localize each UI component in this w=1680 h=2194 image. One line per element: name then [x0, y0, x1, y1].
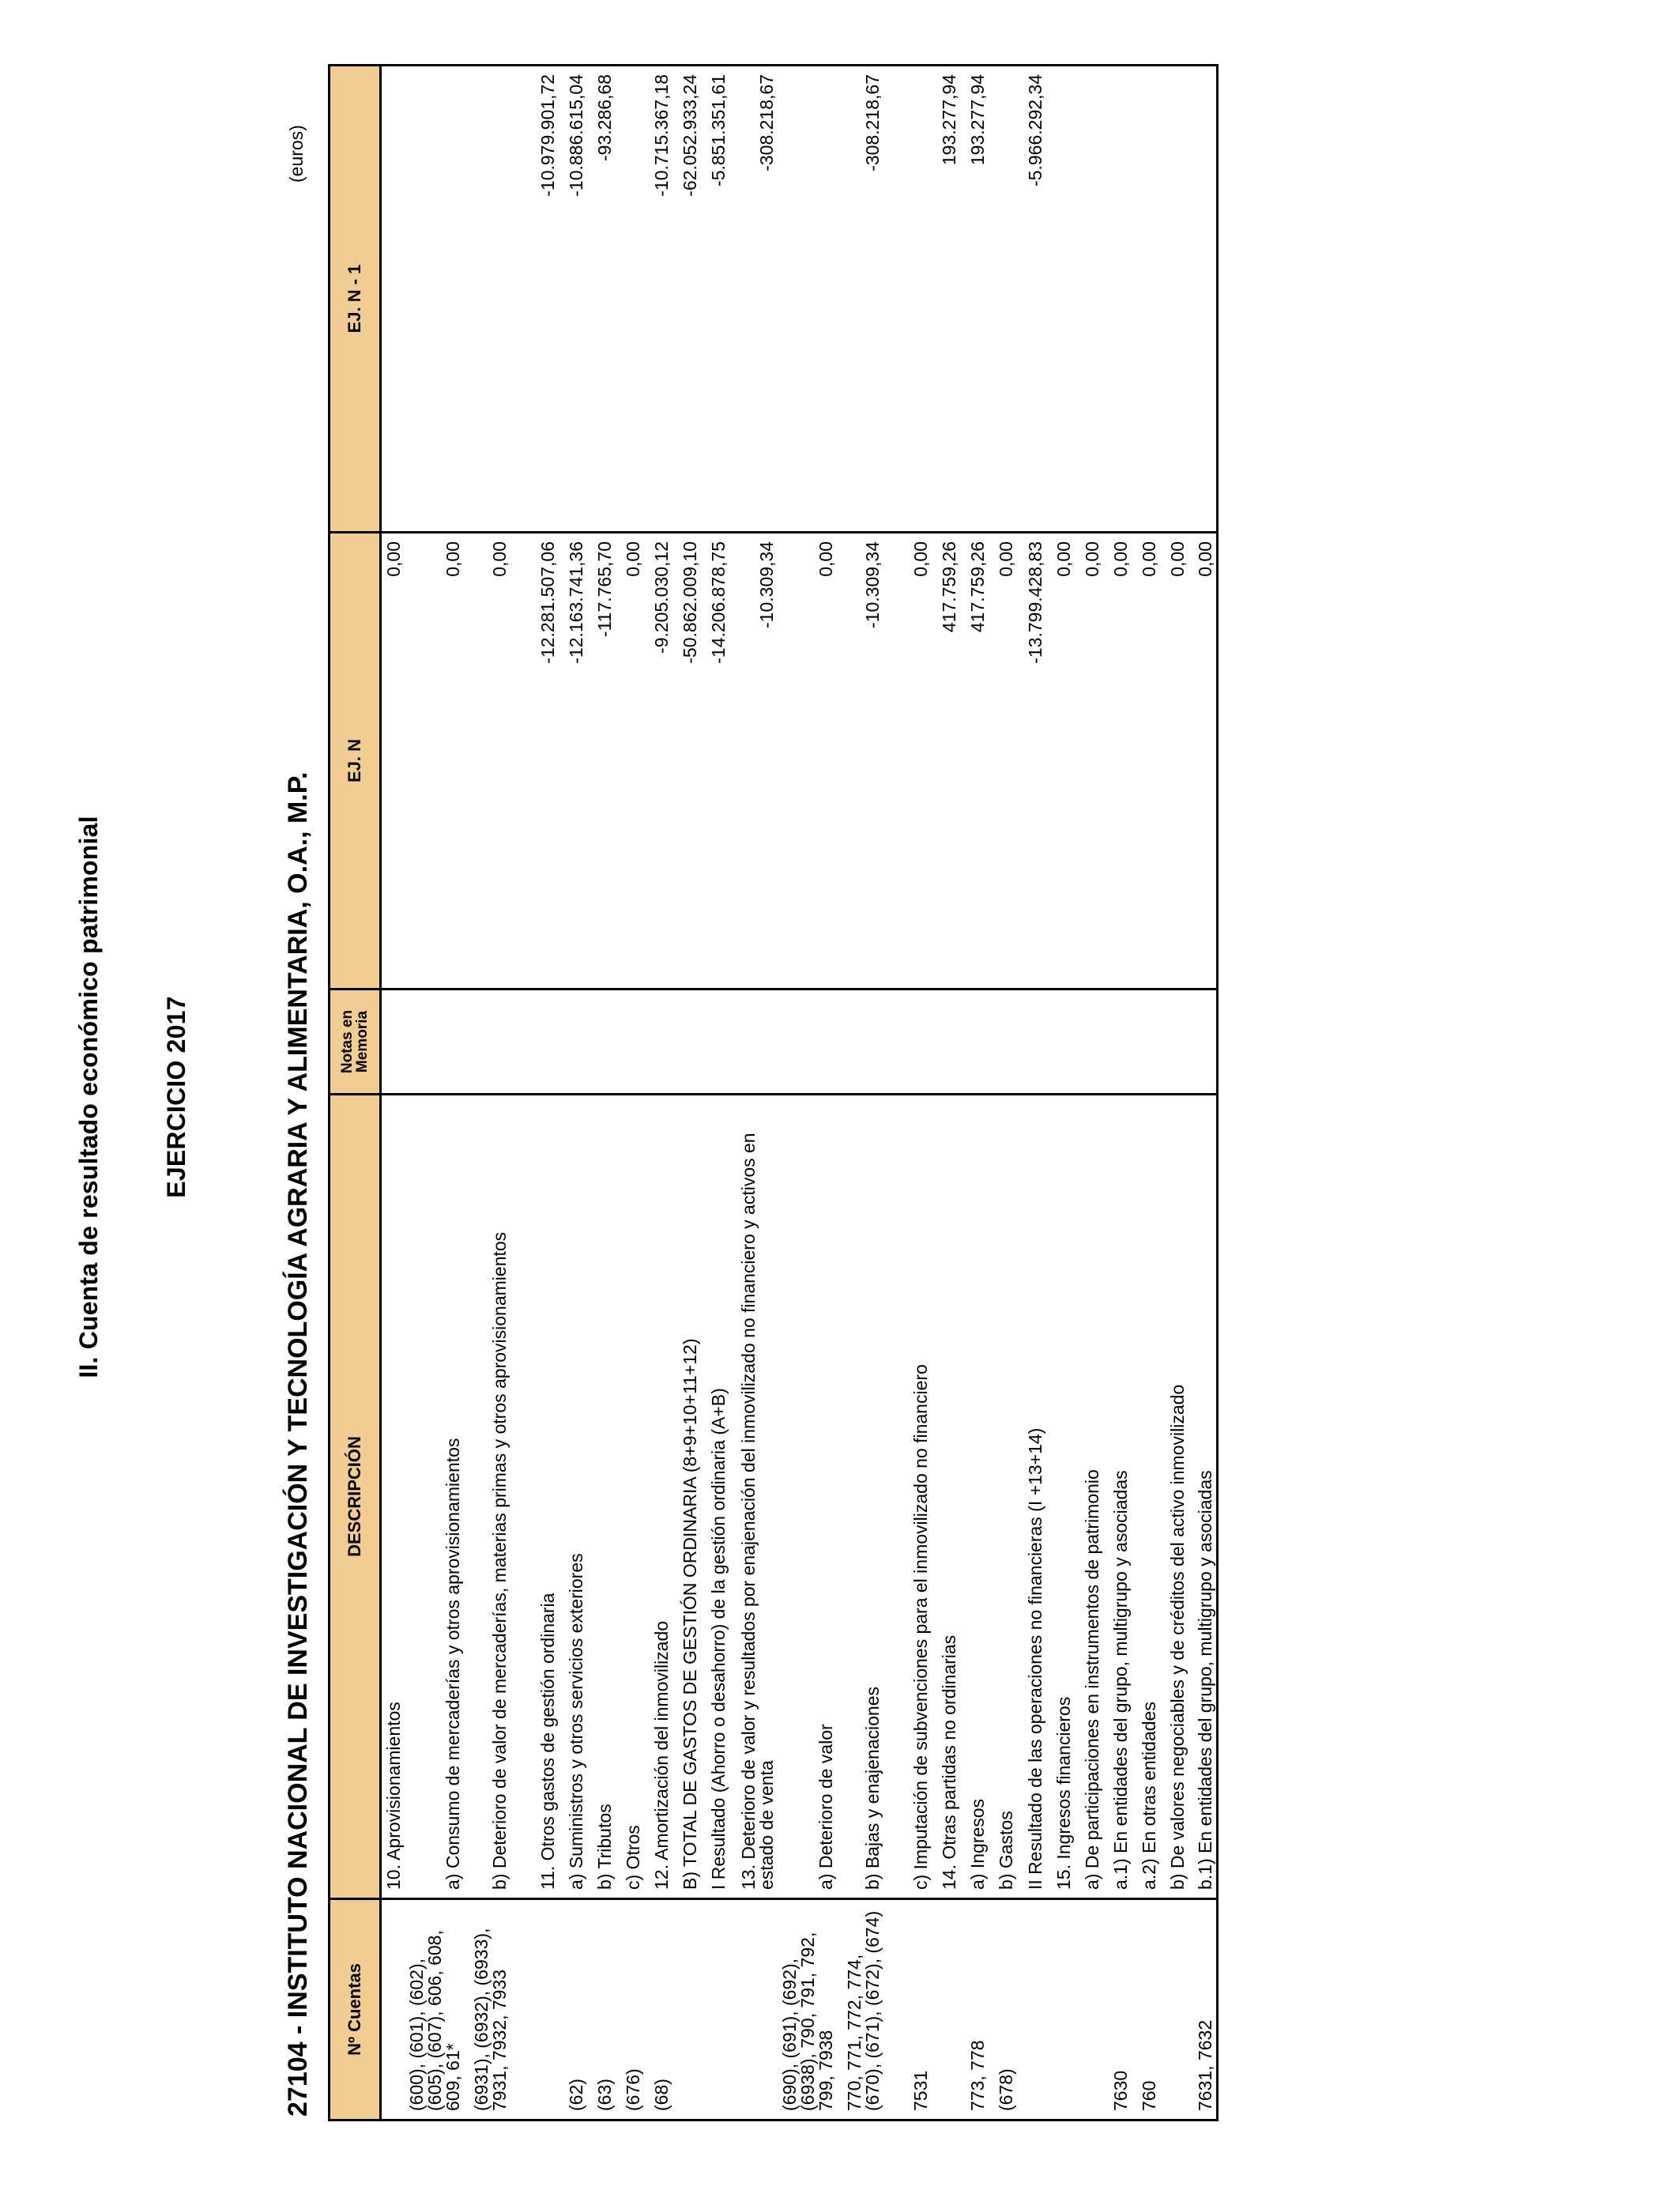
ej-n-1-cell	[989, 66, 1017, 533]
ej-n-cell: 417.759,26	[960, 533, 989, 990]
description-cell: 10. Aprovisionamientos	[381, 1095, 405, 1899]
table-row	[559, 66, 587, 2120]
cuentas-cell: (68)	[644, 1899, 672, 2120]
ej-n-1-cell	[1188, 66, 1217, 533]
ej-n-1-cell: -308.218,67	[729, 66, 778, 533]
ej-n-cell: 0,00	[989, 533, 1017, 990]
cuentas-cell: (690), (691), (692), (6938), 790, 791, 792, 799, 7938	[778, 1899, 837, 2120]
ej-n-1-cell	[883, 66, 932, 533]
description-cell: b) Bajas y enajenaciones	[837, 1095, 883, 1899]
cuentas-cell: 7630	[1103, 1899, 1132, 2120]
cuentas-cell	[510, 1899, 559, 2120]
header-notas-line2: Memoria	[354, 1010, 371, 1073]
ej-n-cell: 0,00	[1046, 533, 1075, 990]
notas-cell	[672, 990, 701, 1095]
table-row	[587, 66, 616, 2120]
notas-cell	[1103, 990, 1132, 1095]
header-notas	[330, 990, 381, 1095]
table-row	[464, 66, 510, 2120]
description-cell: II Resultado de las operaciones no financieras (I +13+14)	[1017, 1095, 1046, 1899]
table-row	[644, 66, 672, 2120]
ej-n-cell: 0,00	[1132, 533, 1160, 990]
cuentas-cell	[1017, 1899, 1046, 2120]
cuentas-cell	[1075, 1899, 1103, 2120]
notas-cell	[1132, 990, 1160, 1095]
table-row	[729, 66, 778, 2120]
notas-cell	[1160, 990, 1188, 1095]
description-cell: b) Tributos	[587, 1095, 616, 1899]
ej-n-1-cell	[464, 66, 510, 533]
ej-n-1-cell	[1103, 66, 1132, 533]
ej-n-cell: 0,00	[464, 533, 510, 990]
table-row	[1017, 66, 1046, 2120]
cuentas-cell	[1160, 1899, 1188, 2120]
table-header-row	[330, 66, 381, 2120]
notas-cell	[510, 990, 559, 1095]
table-row	[616, 66, 644, 2120]
results-table	[328, 64, 1219, 2121]
description-cell: c) Otros	[616, 1095, 644, 1899]
notas-cell	[1046, 990, 1075, 1095]
ej-n-cell: -14.206.878,75	[701, 533, 729, 990]
description-cell: a) Ingresos	[960, 1095, 989, 1899]
table-row	[1046, 66, 1075, 2120]
ej-n-cell: -10.309,34	[837, 533, 883, 990]
table-row	[701, 66, 729, 2120]
ej-n-cell: 0,00	[1160, 533, 1188, 990]
description-cell: a) Consumo de mercaderías y otros aprovisionamientos	[405, 1095, 464, 1899]
notas-cell	[559, 990, 587, 1095]
cuentas-cell	[932, 1899, 960, 2120]
description-cell: b.1) En entidades del grupo, multigrupo y asociadas	[1188, 1095, 1217, 1899]
fiscal-year: EJERCICIO 2017	[162, 996, 190, 1198]
cuentas-cell: 7531	[883, 1899, 932, 2120]
report-title: II. Cuenta de resultado económico patrimonial	[74, 816, 103, 1378]
ej-n-cell: 0,00	[883, 533, 932, 990]
cuentas-cell	[729, 1899, 778, 2120]
ej-n-1-cell	[1160, 66, 1188, 533]
ej-n-cell: -117.765,70	[587, 533, 616, 990]
ej-n-cell: -50.862.009,10	[672, 533, 701, 990]
table-row	[1132, 66, 1160, 2120]
ej-n-1-cell: 193.277,94	[960, 66, 989, 533]
ej-n-cell: 0,00	[405, 533, 464, 990]
header-cuentas: Nº Cuentas	[330, 1899, 381, 2120]
ej-n-cell: 0,00	[1188, 533, 1217, 990]
ej-n-cell: 0,00	[778, 533, 837, 990]
description-cell: a) Suministros y otros servicios exteriores	[559, 1095, 587, 1899]
ej-n-cell: -12.281.507,06	[510, 533, 559, 990]
ej-n-1-cell	[1075, 66, 1103, 533]
ej-n-1-cell: 193.277,94	[932, 66, 960, 533]
notas-cell	[960, 990, 989, 1095]
table-row	[1075, 66, 1103, 2120]
table-row	[381, 66, 405, 2120]
ej-n-cell: 417.759,26	[932, 533, 960, 990]
description-cell: 12. Amortización del inmovilizado	[644, 1095, 672, 1899]
ej-n-1-cell: -10.715.367,18	[644, 66, 672, 533]
cuentas-cell: (62)	[559, 1899, 587, 2120]
description-cell: c) Imputación de subvenciones para el inmovilizado no financiero	[883, 1095, 932, 1899]
table-row	[1103, 66, 1132, 2120]
header-notas-line1: Notas en	[339, 1009, 356, 1074]
notas-cell	[587, 990, 616, 1095]
notas-cell	[1188, 990, 1217, 1095]
notas-cell	[1017, 990, 1046, 1095]
cuentas-cell: 770, 771, 772, 774, (670), (671), (672), (674)	[837, 1899, 883, 2120]
table-row	[778, 66, 837, 2120]
notas-cell	[381, 990, 405, 1095]
ej-n-1-cell	[778, 66, 837, 533]
table-row	[837, 66, 883, 2120]
ej-n-1-cell: -10.979.901,72	[510, 66, 559, 533]
notas-cell	[883, 990, 932, 1095]
cuentas-cell: 7631, 7632	[1188, 1899, 1217, 2120]
ej-n-cell: -9.205.030,12	[644, 533, 672, 990]
notas-cell	[1075, 990, 1103, 1095]
ej-n-1-cell: -62.052.933,24	[672, 66, 701, 533]
cuentas-cell: (676)	[616, 1899, 644, 2120]
notas-cell	[405, 990, 464, 1095]
notas-cell	[989, 990, 1017, 1095]
header-ej-n-1: EJ. N - 1	[330, 66, 381, 533]
description-cell: 13. Deterioro de valor y resultados por enajenación del inmovilizado no financiero y activos en estado de venta	[729, 1095, 778, 1899]
description-cell: I Resultado (Ahorro o desahorro) de la gestión ordinaria (A+B)	[701, 1095, 729, 1899]
cuentas-cell	[701, 1899, 729, 2120]
units-label: (euros)	[286, 125, 307, 183]
description-cell: b) De valores negociables y de créditos del activo inmovilizado	[1160, 1095, 1188, 1899]
ej-n-1-cell	[381, 66, 405, 533]
cuentas-cell: (600), (601), (602), (605), (607), 606, 608, 609, 61*	[405, 1899, 464, 2120]
table-row	[405, 66, 464, 2120]
notas-cell	[932, 990, 960, 1095]
cuentas-cell: (678)	[989, 1899, 1017, 2120]
cuentas-cell: (6931), (6932), (6933), 7931, 7932, 7933	[464, 1899, 510, 2120]
ej-n-cell: 0,00	[616, 533, 644, 990]
description-cell: 15. Ingresos financieros	[1046, 1095, 1075, 1899]
ej-n-1-cell: -5.966.292,34	[1017, 66, 1046, 533]
ej-n-cell: 0,00	[381, 533, 405, 990]
ej-n-cell: -12.163.741,36	[559, 533, 587, 990]
ej-n-1-cell: -93.286,68	[587, 66, 616, 533]
header-ej-n: EJ. N	[330, 533, 381, 990]
table-row	[1160, 66, 1188, 2120]
cuentas-cell: 760	[1132, 1899, 1160, 2120]
table-body	[381, 66, 1218, 2120]
notas-cell	[464, 990, 510, 1095]
notas-cell	[644, 990, 672, 1095]
table-row	[932, 66, 960, 2120]
description-cell: b) Deterioro de valor de mercaderías, materias primas y otros aprovisionamientos	[464, 1095, 510, 1899]
description-cell: a) Deterioro de valor	[778, 1095, 837, 1899]
ej-n-1-cell	[616, 66, 644, 533]
notas-cell	[616, 990, 644, 1095]
table-row	[883, 66, 932, 2120]
table-row	[1188, 66, 1217, 2120]
table-row	[960, 66, 989, 2120]
cuentas-cell	[381, 1899, 405, 2120]
table-row	[989, 66, 1017, 2120]
cuentas-cell: (63)	[587, 1899, 616, 2120]
table-row	[510, 66, 559, 2120]
cuentas-cell: 773, 778	[960, 1899, 989, 2120]
header-descripcion: DESCRIPCIÓN	[330, 1095, 381, 1899]
ej-n-cell: -10.309,34	[729, 533, 778, 990]
ej-n-1-cell	[1132, 66, 1160, 533]
ej-n-1-cell: -5.851.351,61	[701, 66, 729, 533]
ej-n-1-cell	[405, 66, 464, 533]
ej-n-cell: -13.799.428,83	[1017, 533, 1046, 990]
ej-n-1-cell	[1046, 66, 1075, 533]
description-cell: b) Gastos	[989, 1095, 1017, 1899]
cuentas-cell	[1046, 1899, 1075, 2120]
description-cell: a.2) En otras entidades	[1132, 1095, 1160, 1899]
description-cell: B) TOTAL DE GASTOS DE GESTIÓN ORDINARIA (8+9+10+11+12)	[672, 1095, 701, 1899]
notas-cell	[729, 990, 778, 1095]
table-row	[672, 66, 701, 2120]
description-cell: a.1) En entidades del grupo, multigrupo y asociadas	[1103, 1095, 1132, 1899]
ej-n-1-cell: -10.886.615,04	[559, 66, 587, 533]
description-cell: 14. Otras partidas no ordinarias	[932, 1095, 960, 1899]
ej-n-cell: 0,00	[1075, 533, 1103, 990]
ej-n-1-cell: -308.218,67	[837, 66, 883, 533]
notas-cell	[837, 990, 883, 1095]
notas-cell	[778, 990, 837, 1095]
entity-name: 27104 - INSTITUTO NACIONAL DE INVESTIGACIÓN Y TECNOLOGÍA AGRARIA Y ALIMENTARIA, O.A., M.P.	[283, 771, 313, 2117]
description-cell: 11. Otros gastos de gestión ordinaria	[510, 1095, 559, 1899]
cuentas-cell	[672, 1899, 701, 2120]
notas-cell	[701, 990, 729, 1095]
ej-n-cell: 0,00	[1103, 533, 1132, 990]
description-cell: a) De participaciones en instrumentos de patrimonio	[1075, 1095, 1103, 1899]
